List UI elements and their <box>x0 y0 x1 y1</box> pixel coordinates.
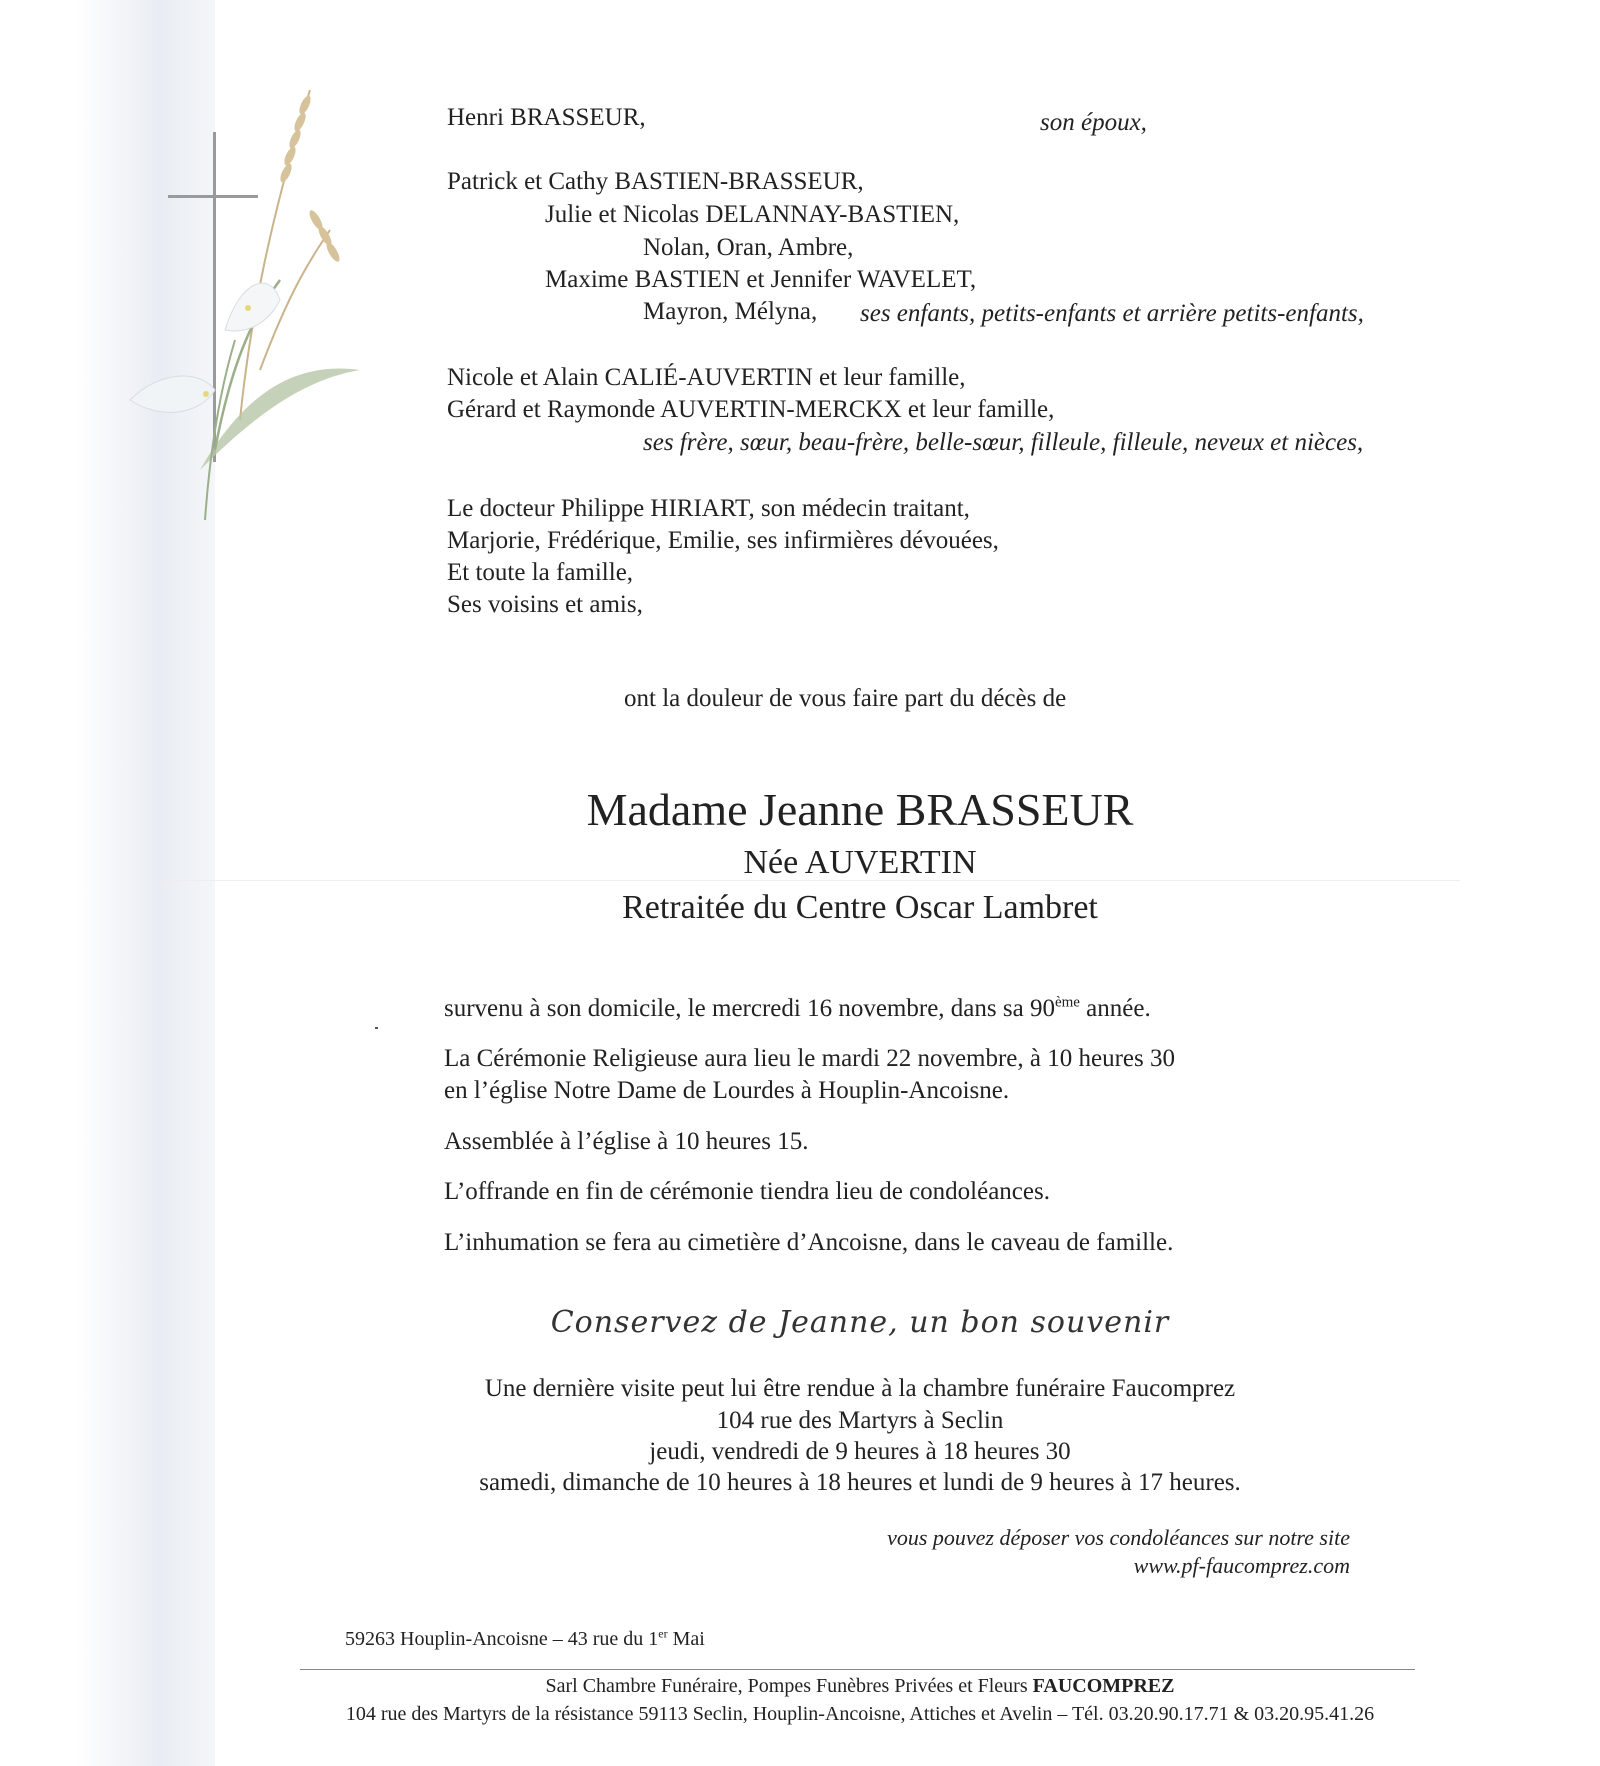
children-line-3: Nolan, Oran, Ambre, <box>643 234 854 261</box>
visit-line-4: samedi, dimanche de 10 heures à 18 heures et lundi de 9 heures à 17 heures. <box>479 1469 1241 1496</box>
footer-contact: 104 rue des Martyrs de la résistance 59113 Seclin, Houplin-Ancoisne, Attiches et Avelin – Tél. 03.20.90.17.71 & 03.20.95.41.26 <box>345 1703 1375 1725</box>
visit-line-1: Une dernière visite peut lui être rendue à la chambre funéraire Faucomprez <box>484 1375 1236 1402</box>
siblings-line-1: Nicole et Alain CALIÉ-AUVERTIN et leur famille, <box>447 364 966 391</box>
deceased-birth-name: Née AUVERTIN <box>743 844 977 881</box>
condolences-url[interactable]: www.pf-faucomprez.com <box>1133 1553 1350 1578</box>
siblings-line-2: Gérard et Raymonde AUVERTIN-MERCKX et leur famille, <box>447 396 1055 423</box>
deceased-occupation: Retraitée du Centre Oscar Lambret <box>622 889 1098 926</box>
others-line-1: Le docteur Philippe HIRIART, son médecin traitant, <box>447 495 970 522</box>
offering-note: L’offrande en fin de cérémonie tiendra lieu de condoléances. <box>444 1178 1050 1205</box>
remembrance-motto: Conservez de Jeanne, un bon souvenir <box>550 1305 1170 1340</box>
children-line-1: Patrick et Cathy BASTIEN-BRASSEUR, <box>447 168 864 195</box>
deceased-name: Madame Jeanne BRASSEUR <box>586 784 1134 835</box>
burial-note: L’inhumation se fera au cimetière d’Ancoisne, dans le caveau de famille. <box>444 1229 1174 1256</box>
assembly-time: Assemblée à l’église à 10 heures 15. <box>444 1128 809 1155</box>
stray-mark <box>375 1027 378 1029</box>
condolences-note: vous pouvez déposer vos condoléances sur notre site <box>887 1525 1350 1550</box>
children-line-2: Julie et Nicolas DELANNAY-BASTIEN, <box>545 201 960 228</box>
announcement: ont la douleur de vous faire part du décès de <box>624 685 1067 712</box>
spouse-name: Henri BRASSEUR, <box>447 104 646 131</box>
visit-line-2: 104 rue des Martyrs à Seclin <box>716 1407 1004 1434</box>
children-line-5: Mayron, Mélyna, <box>643 298 818 325</box>
visit-line-3: jeudi, vendredi de 9 heures à 18 heures 30 <box>649 1438 1071 1465</box>
footer-company: Sarl Chambre Funéraire, Pompes Funèbres Privées et Fleurs FAUCOMPREZ <box>545 1675 1175 1697</box>
ceremony-line-1: La Cérémonie Religieuse aura lieu le mardi 22 novembre, à 10 heures 30 <box>444 1045 1175 1072</box>
footer-address: 59263 Houplin-Ancoisne – 43 rue du 1er Mai <box>345 1626 705 1650</box>
spouse-role: son époux, <box>1040 109 1147 136</box>
others-line-3: Et toute la famille, <box>447 559 634 586</box>
children-line-4: Maxime BASTIEN et Jennifer WAVELET, <box>545 266 977 293</box>
children-role: ses enfants, petits-enfants et arrière petits-enfants, <box>860 300 1364 327</box>
cross-lily-wheat-icon <box>120 70 380 550</box>
siblings-role: ses frère, sœur, beau-frère, belle-sœur, filleule, filleule, neveux et nièces, <box>643 429 1364 456</box>
others-line-4: Ses voisins et amis, <box>447 591 643 618</box>
footer-divider <box>300 1669 1415 1670</box>
others-line-2: Marjorie, Frédérique, Emilie, ses infirmières dévouées, <box>447 527 999 554</box>
ceremony-line-2: en l’église Notre Dame de Lourdes à Houplin-Ancoisne. <box>444 1077 1010 1104</box>
death-details: survenu à son domicile, le mercredi 16 novembre, dans sa 90ème année. <box>444 994 1151 1022</box>
